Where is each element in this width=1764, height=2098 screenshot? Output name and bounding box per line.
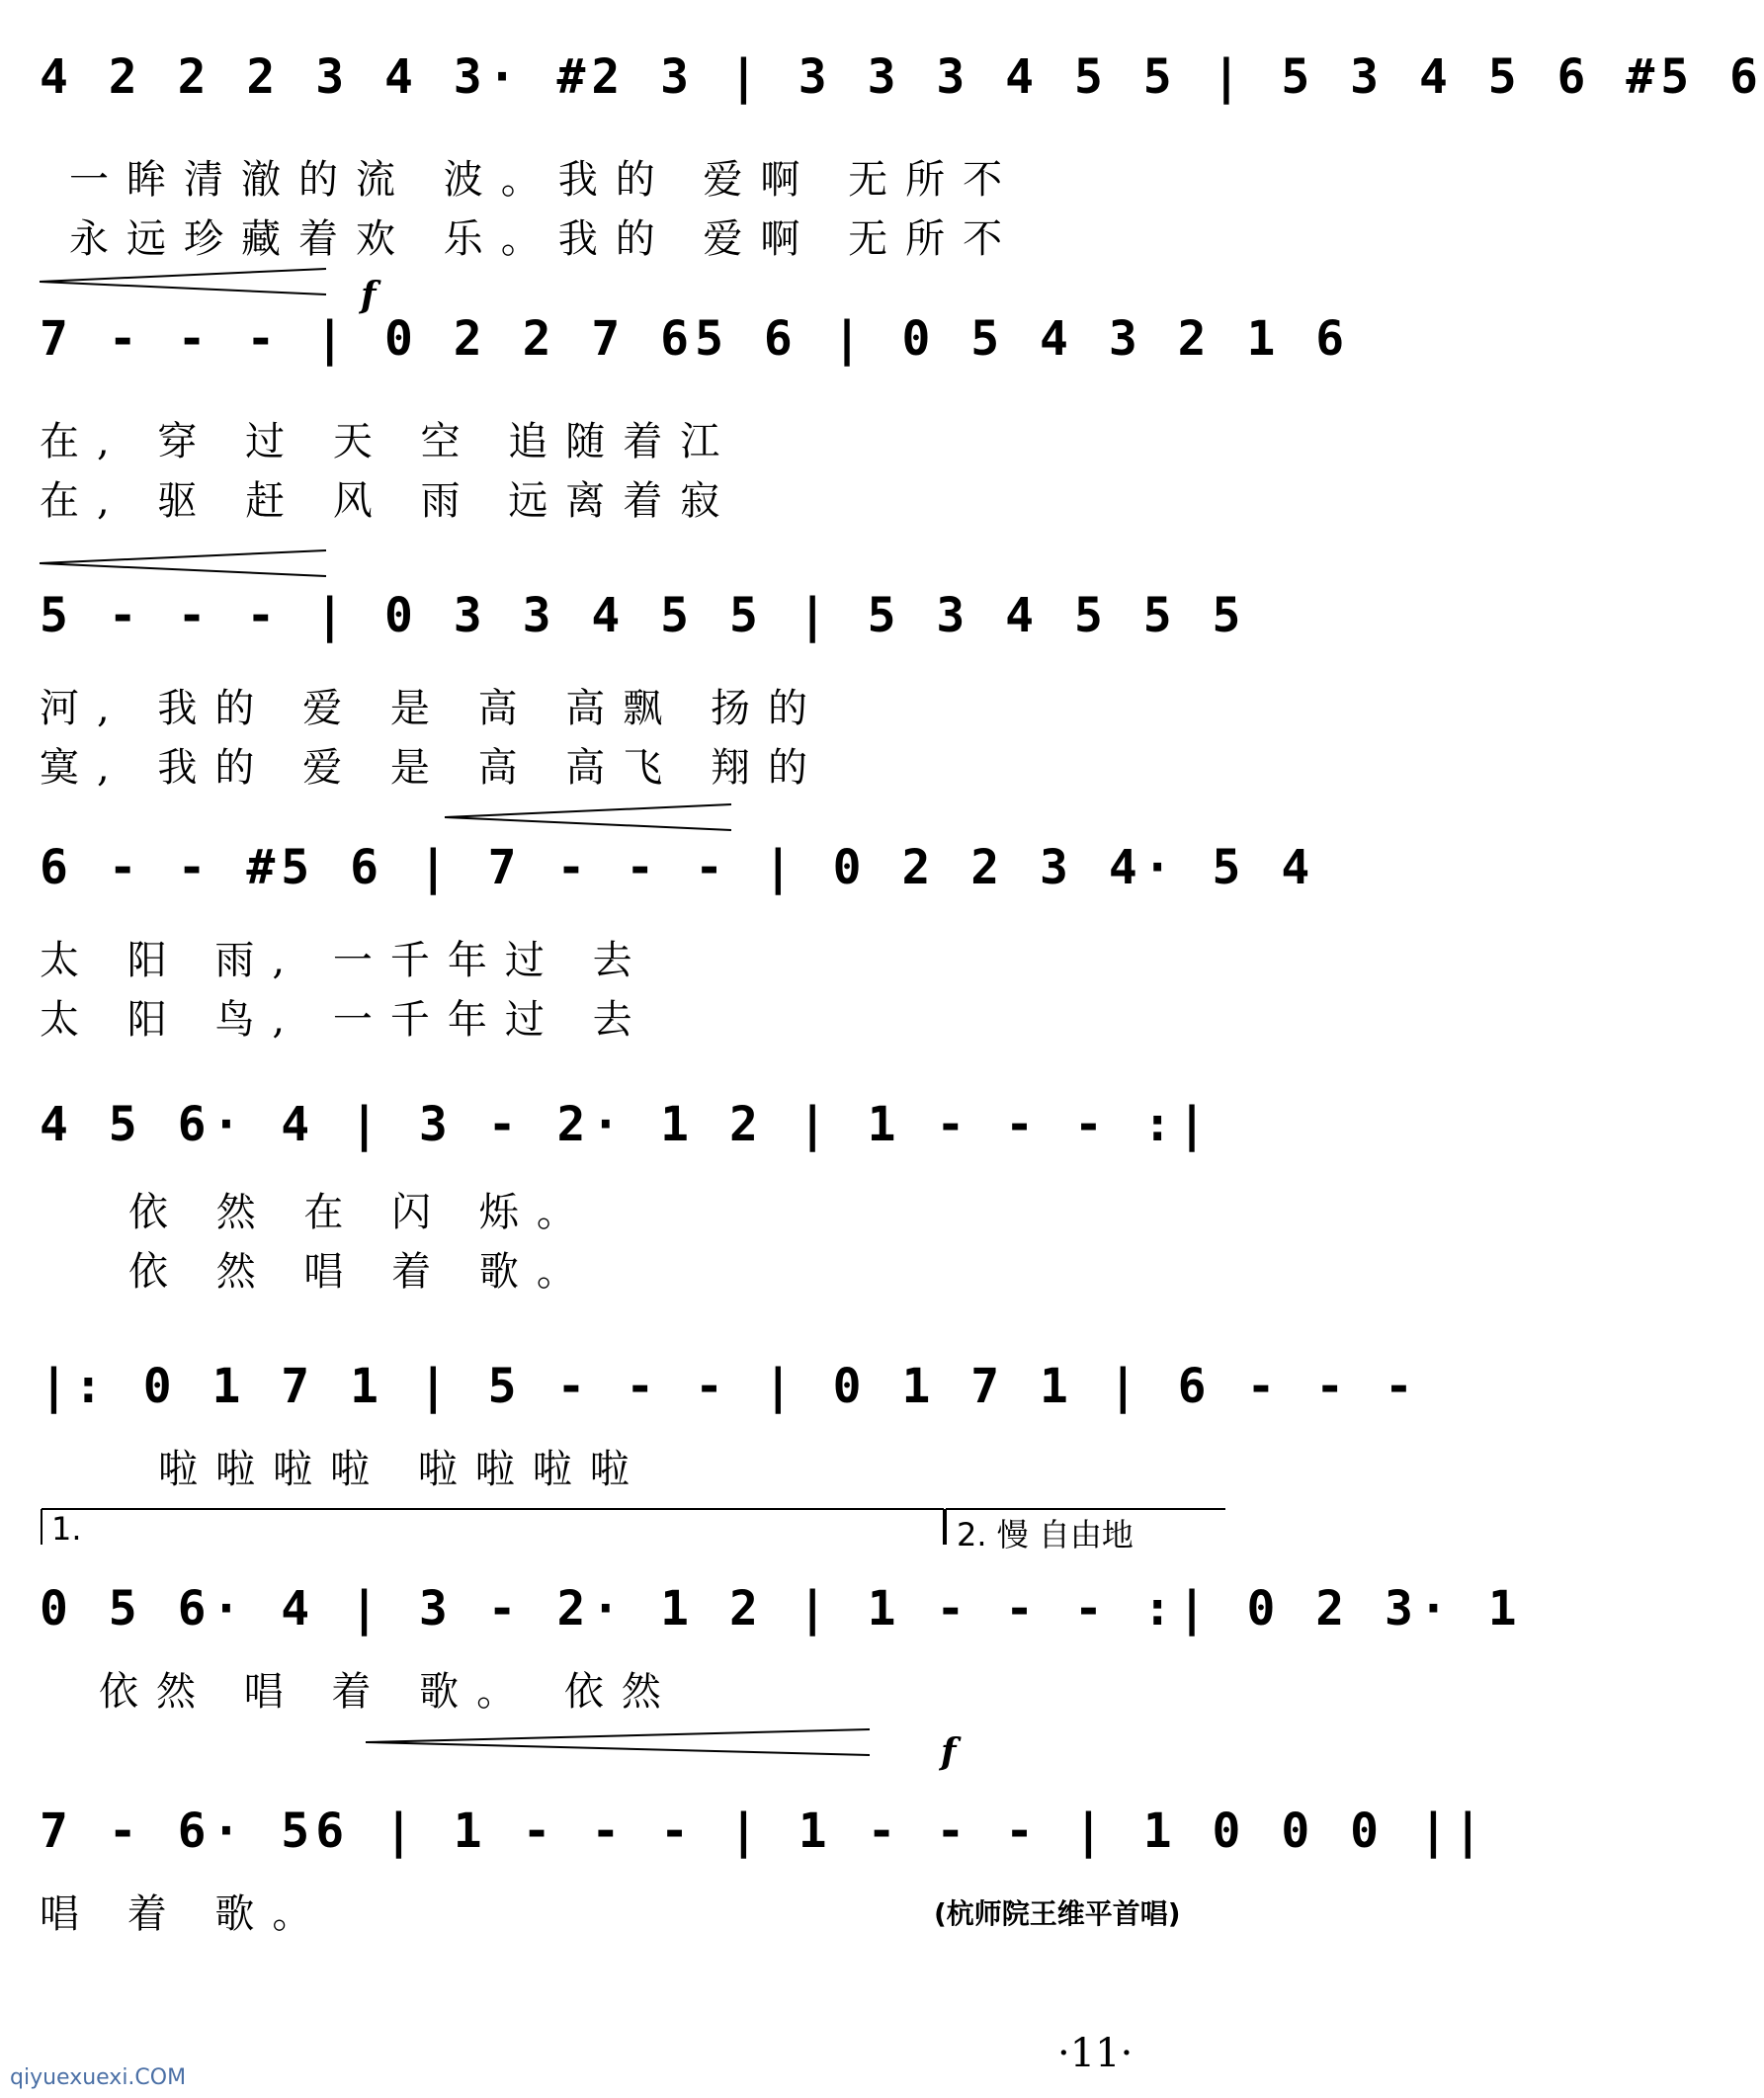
system-2-lyric-2: 在, 驱 赶 风 雨 远离着寂: [40, 478, 738, 524]
system-1-lyric-2: 永远珍藏着欢 乐。我的 爱啊 无所不: [69, 216, 1021, 262]
volta-1-label: 1.: [51, 1510, 82, 1548]
system-3-lyric-2: 寞, 我的 爱 是 高 高飞 翔的: [40, 745, 826, 791]
system-5-lyric-2: 依 然 唱 着 歌。: [128, 1249, 594, 1295]
system-7-lyric-1: 依然 唱 着 歌。 依然: [99, 1669, 679, 1715]
system-4-lyric-1: 太 阳 雨, 一千年过 去: [40, 938, 650, 983]
forte-mark-2: f: [941, 1731, 957, 1773]
system-5-lyric-1: 依 然 在 闪 烁。: [128, 1190, 594, 1235]
page-number: ·11·: [1057, 2031, 1134, 2076]
system-7: [40, 1581, 1523, 1660]
system-5-notes: 4 5 6· 4 | 3 - 2· 1 2 | 1 - - - :|: [40, 1097, 1213, 1152]
system-2: [40, 311, 1351, 390]
site-watermark: qiyuexuexi.COM: [10, 2065, 187, 2090]
system-8-notes: 7 - 6· 56 | 1 - - - | 1 - - - | 1 0 0 0 ||: [40, 1804, 1488, 1859]
volta-2-label: 2. 慢 自由地: [957, 1516, 1134, 1553]
system-6-notes: |: 0 1 7 1 | 5 - - - | 0 1 7 1 | 6 - - -: [40, 1359, 1419, 1414]
system-1: [40, 49, 1764, 128]
system-1-notes: 4 2 2 2 3 4 3· #2 3 | 3 3 3 4 5 5 | 5 3 4 5 6 #5 6: [40, 49, 1764, 105]
system-7-notes: 0 5 6· 4 | 3 - 2· 1 2 | 1 - - - :| 0 2 3· 1: [40, 1581, 1523, 1636]
crescendo-hairpin-2: [445, 802, 741, 832]
system-4: [40, 840, 1316, 919]
system-4-lyric-2: 太 阳 鸟, 一千年过 去: [40, 997, 650, 1043]
crescendo-hairpin-1: [40, 267, 336, 296]
decrescendo-hairpin-1: [40, 548, 336, 578]
system-3-notes: 5 - - - | 0 3 3 4 5 5 | 5 3 4 5 5 5: [40, 588, 1247, 643]
system-1-lyric-1: 一眸清澈的流 波。我的 爱啊 无所不: [69, 157, 1021, 203]
system-4-notes: 6 - - #5 6 | 7 - - - | 0 2 2 3 4· 5 4: [40, 840, 1316, 895]
system-3-lyric-1: 河, 我的 爱 是 高 高飘 扬的: [40, 686, 826, 731]
forte-mark-1: f: [361, 275, 377, 316]
system-8-lyric-1: 唱 着 歌。: [40, 1891, 330, 1937]
system-2-lyric-1: 在, 穿 过 天 空 追随着江: [40, 419, 738, 464]
system-2-notes: 7 - - - | 0 2 2 7 65 6 | 0 5 4 3 2 1 6: [40, 311, 1351, 367]
system-8: [40, 1804, 1488, 1883]
system-6: [40, 1359, 1419, 1438]
crescendo-hairpin-3: [366, 1727, 880, 1757]
system-6-lyric-1: 啦啦啦啦 啦啦啦啦: [158, 1447, 647, 1492]
system-5: [40, 1097, 1225, 1176]
performer-credit: (杭师院王维平首唱): [934, 1897, 1181, 1930]
volta-1-bracket: [40, 1507, 949, 1547]
system-3: [40, 588, 1247, 667]
